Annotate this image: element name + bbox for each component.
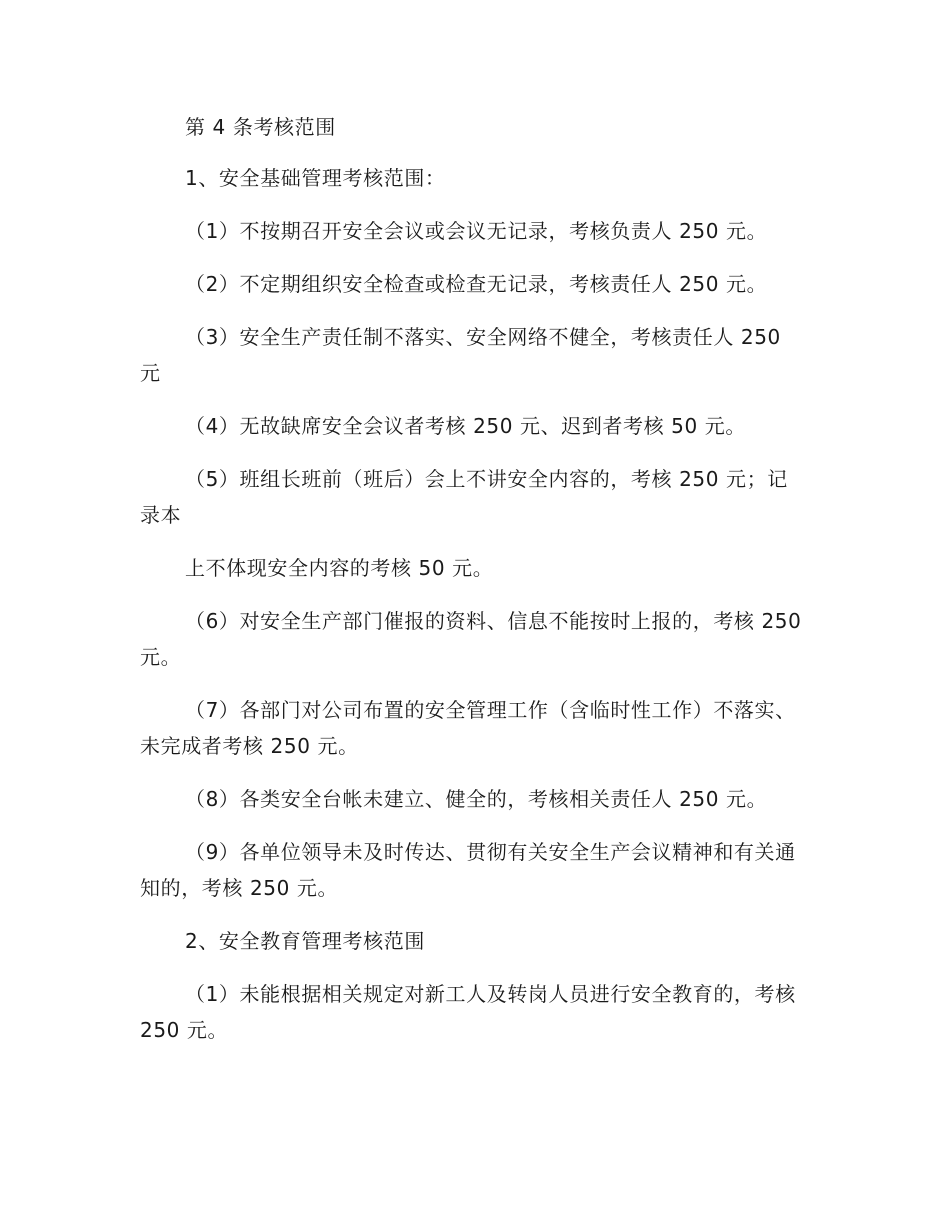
paragraph: （8）各类安全台帐未建立、健全的，考核相关责任人 250 元。 [185, 787, 768, 811]
paragraph: （6）对安全生产部门催报的资料、信息不能按时上报的，考核 250 元。 [140, 609, 802, 669]
paragraph: （2）不定期组织安全检查或检查无记录，考核责任人 250 元。 [185, 272, 768, 296]
paragraph: 上不体现安全内容的考核 50 元。 [185, 556, 494, 580]
paragraph: （5）班组长班前（班后）会上不讲安全内容的，考核 250 元；记录本 [140, 467, 788, 527]
paragraph: （1）不按期召开安全会议或会议无记录，考核负责人 250 元。 [185, 219, 768, 243]
paragraph: （9）各单位领导未及时传达、贯彻有关安全生产会议精神和有关通知的，考核 250 元。 [140, 840, 796, 900]
article-heading: 第 4 条考核范围 [185, 115, 336, 139]
paragraph: （1）未能根据相关规定对新工人及转岗人员进行安全教育的，考核 250 元。 [140, 982, 796, 1042]
paragraph: （7）各部门对公司布置的安全管理工作（含临时性工作）不落实、未完成者考核 250 元。 [140, 698, 796, 758]
section-heading: 1、安全基础管理考核范围： [185, 166, 446, 190]
paragraph: （3）安全生产责任制不落实、安全网络不健全，考核责任人 250 元 [140, 325, 781, 385]
paragraph: （4）无故缺席安全会议者考核 250 元、迟到者考核 50 元。 [185, 414, 746, 438]
section-heading: 2、安全教育管理考核范围 [185, 929, 425, 953]
